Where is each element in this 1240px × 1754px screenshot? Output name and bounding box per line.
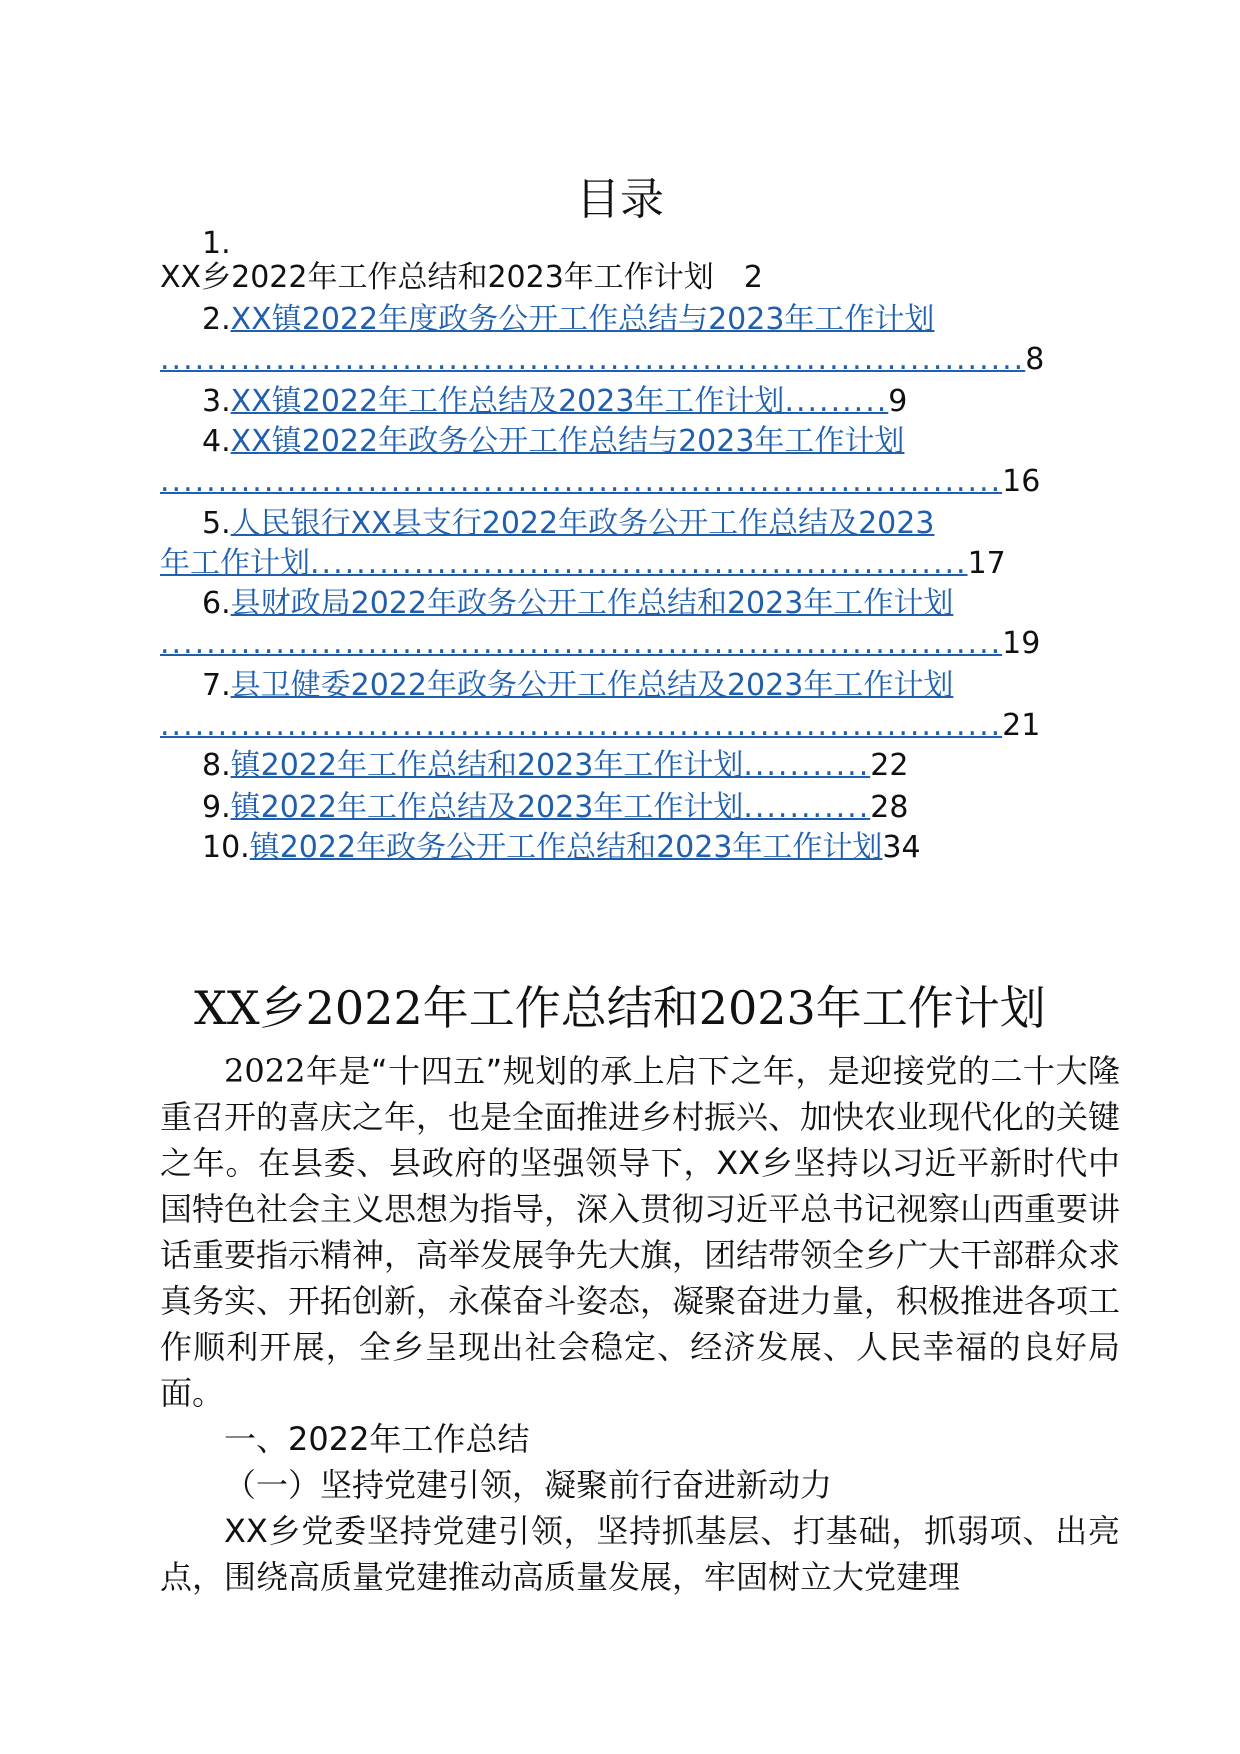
- toc-entry-page: 16: [1002, 464, 1041, 499]
- intro-text: 年是“十四五”规划的承上启下之年，是迎接党的二十大隆重召开的喜庆之年，也是全面推进乡村振兴、加快农业现代化的关键之年。在县委、县政府的坚强领导下，XX乡坚持以习近平新时代中国特色社会主义思想为指导，深入贯彻习近平总书记视察山西重要讲话重要指示精神，高举发展争先大旗，团结带领全乡广大干部群众求真务实、开拓创新，永葆奋斗姿态，凝聚奋进力量，积极推进各项工作顺利开展，全乡呈现出社会稳定、经济发展、人民幸福的良好局面。: [160, 1052, 1121, 1412]
- toc-entry-number: 9.: [202, 790, 231, 825]
- toc-entry-number: 5.: [202, 506, 231, 541]
- toc-entry-number: 2.: [202, 302, 231, 337]
- toc-entry-number: 4.: [202, 424, 231, 459]
- toc-entry-link[interactable]: 年工作计划: [160, 546, 310, 581]
- toc-entry-number: 6.: [202, 586, 231, 621]
- toc-dot-leader: ...........: [743, 790, 871, 825]
- toc-entry-link[interactable]: 县财政局2022年政务公开工作总结和2023年工作计划: [230, 586, 954, 621]
- toc-dot-leader: .........................................................................: [160, 708, 1003, 743]
- toc-entry-link[interactable]: 镇2022年政务公开工作总结和2023年工作计划: [249, 830, 883, 865]
- toc-entry-4-leader: [160, 460, 1040, 504]
- toc-entry-link[interactable]: XX镇2022年工作总结及2023年工作计划: [230, 384, 785, 419]
- toc-entry-number: 10.: [202, 830, 250, 865]
- toc-entry-2[interactable]: [202, 298, 934, 342]
- toc-entry-1[interactable]: [160, 256, 763, 300]
- toc-entry-link[interactable]: XX镇2022年度政务公开工作总结与2023年工作计划: [230, 302, 935, 337]
- toc-entry-8[interactable]: [202, 744, 908, 788]
- toc-entry-link[interactable]: 镇2022年工作总结和2023年工作计划: [230, 748, 744, 783]
- toc-entry-number: 8.: [202, 748, 231, 783]
- toc-entry-7-leader: [160, 704, 1040, 748]
- toc-entry-page: 19: [1002, 626, 1041, 661]
- toc-entry-5-continued[interactable]: [160, 542, 1006, 586]
- section-heading: 一、2022年工作总结: [224, 1420, 530, 1458]
- intro-year: 2022: [224, 1052, 306, 1090]
- toc-entry-6[interactable]: [202, 582, 953, 626]
- toc-entry-page: 22: [870, 748, 909, 783]
- document-title: XX乡2022年工作总结和2023年工作计划: [194, 981, 1046, 1035]
- toc-entry-link[interactable]: XX镇2022年政务公开工作总结与2023年工作计划: [230, 424, 905, 459]
- toc-entry-page: 17: [967, 546, 1006, 581]
- toc-entry-page: 8: [1025, 342, 1045, 377]
- toc-entry-7[interactable]: [202, 664, 953, 708]
- toc-entry-page: 21: [1002, 708, 1041, 743]
- toc-entry-link[interactable]: 县卫健委2022年政务公开工作总结及2023年工作计划: [230, 668, 954, 703]
- toc-entry-link[interactable]: 人民银行XX县支行2022年政务公开工作总结及2023: [230, 506, 935, 541]
- subsection-heading: （一）坚持党建引领，凝聚前行奋进新动力: [224, 1466, 833, 1504]
- toc-entry-number: 7.: [202, 668, 231, 703]
- toc-title: 目录: [576, 174, 664, 225]
- toc-entry-4[interactable]: [202, 420, 904, 464]
- toc-entry-number: 3.: [202, 384, 231, 419]
- toc-entry-page: 9: [888, 384, 908, 419]
- toc-entry-3[interactable]: [202, 380, 907, 424]
- toc-dot-leader: .........: [784, 384, 889, 419]
- toc-entry-6-leader: [160, 622, 1040, 666]
- toc-entry-page: 28: [870, 790, 909, 825]
- toc-entry-link[interactable]: 镇2022年工作总结及2023年工作计划: [230, 790, 744, 825]
- toc-entry-page: 2: [743, 260, 763, 295]
- toc-dot-leader: .........................................................: [310, 546, 968, 581]
- toc-entry-2-leader: [160, 338, 1044, 382]
- document-body: [160, 1048, 1120, 1600]
- toc-entry-5[interactable]: [202, 502, 934, 546]
- toc-entry-9[interactable]: [202, 786, 908, 830]
- toc-dot-leader: .........................................................................: [160, 626, 1003, 661]
- toc-dot-leader: .........................................................................: [160, 464, 1003, 499]
- body-paragraph: XX乡党委坚持党建引领，坚持抓基层、打基础，抓弱项、出亮点，围绕高质量党建推动高质量发展，牢固树立大党建理: [160, 1512, 1120, 1596]
- toc-entry-10[interactable]: [202, 826, 921, 870]
- toc-dot-leader: ...........: [743, 748, 871, 783]
- intro-paragraph: [160, 1048, 1120, 1416]
- toc-entry-page: 34: [882, 830, 921, 865]
- toc-dot-leader: ...........................................................................: [160, 342, 1026, 377]
- toc-entry-1-number: 1.: [202, 226, 231, 261]
- toc-entry-title[interactable]: XX乡2022年工作总结和2023年工作计划: [160, 260, 714, 295]
